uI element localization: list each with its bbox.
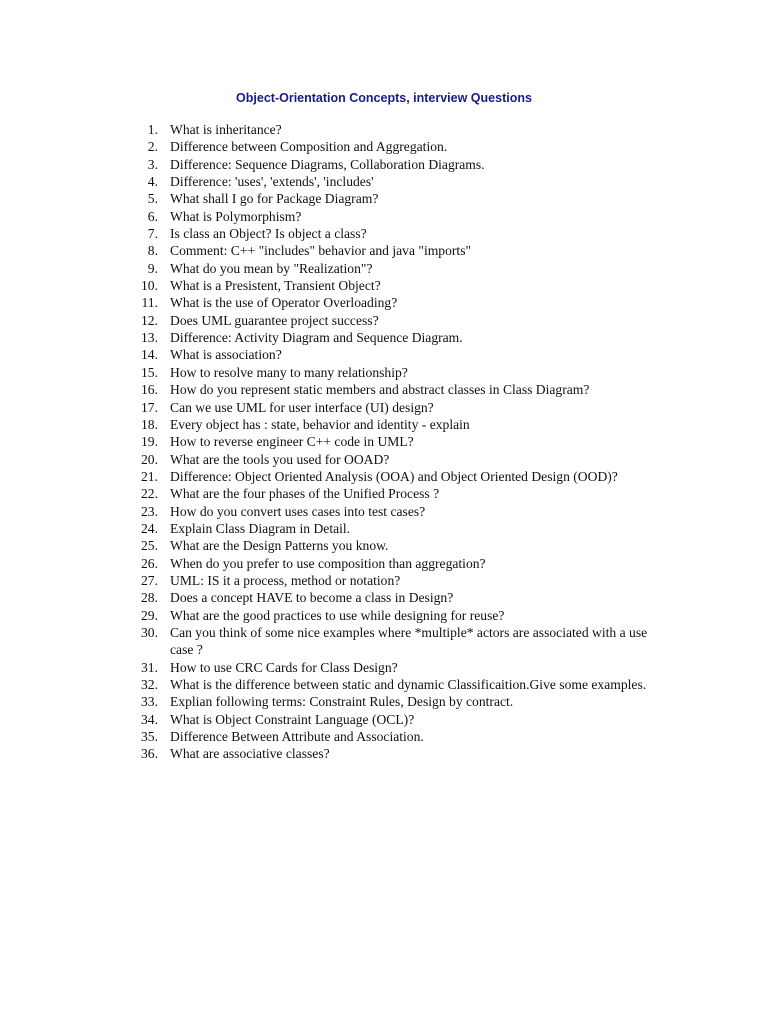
question-number: 35. — [141, 729, 158, 745]
question-text: What are the good practices to use while designing for reuse? — [170, 607, 505, 623]
question-text: Can we use UML for user interface (UI) design? — [170, 399, 434, 415]
question-number: 31. — [141, 659, 158, 675]
number-gap — [158, 745, 170, 762]
question-number: 9. — [147, 260, 158, 276]
question-text: What is Object Constraint Language (OCL)? — [170, 711, 415, 727]
question-number: 27. — [141, 572, 158, 588]
question-number: 10. — [141, 278, 158, 294]
number-gap — [158, 399, 170, 416]
number-gap — [158, 659, 170, 676]
question-text: What is inheritance? — [170, 122, 282, 137]
question-number: 22. — [141, 486, 158, 502]
question-item — [120, 138, 660, 155]
question-item — [120, 728, 660, 745]
number-gap — [158, 156, 170, 173]
number-gap — [158, 208, 170, 225]
question-text: How do you represent static members and abstract classes in Class Diagram? — [170, 382, 590, 398]
question-number: 7. — [147, 226, 158, 242]
question-item — [120, 312, 660, 329]
question-item — [120, 711, 660, 728]
number-gap — [158, 121, 170, 138]
question-item — [120, 190, 660, 207]
question-text: Is class an Object? Is object a class? — [170, 226, 367, 242]
number-gap — [158, 312, 170, 329]
question-number: 26. — [141, 555, 158, 571]
number-gap — [158, 728, 170, 745]
number-gap — [158, 693, 170, 710]
number-gap — [158, 138, 170, 155]
question-item — [120, 208, 660, 225]
question-item — [120, 416, 660, 433]
number-gap — [158, 537, 170, 554]
question-number: 16. — [141, 382, 158, 398]
number-gap — [158, 555, 170, 572]
number-gap — [158, 520, 170, 537]
question-text: Does UML guarantee project success? — [170, 312, 379, 328]
question-number: 11. — [141, 295, 158, 311]
question-text: UML: IS it a process, method or notation? — [170, 572, 401, 588]
question-number: 13. — [141, 330, 158, 346]
question-text: When do you prefer to use composition than aggregation? — [170, 555, 486, 571]
question-number: 2. — [147, 139, 158, 155]
question-number: 36. — [141, 746, 158, 762]
question-text: What shall I go for Package Diagram? — [170, 191, 379, 207]
question-number: 28. — [141, 590, 158, 606]
question-number: 25. — [141, 538, 158, 554]
question-number: 33. — [141, 694, 158, 710]
number-gap — [158, 225, 170, 242]
question-number: 21. — [141, 468, 158, 484]
question-number: 30. — [141, 624, 158, 640]
number-gap — [158, 416, 170, 433]
question-number: 23. — [141, 503, 158, 519]
question-item — [120, 329, 660, 346]
number-gap — [158, 607, 170, 624]
number-gap — [158, 485, 170, 502]
question-item — [120, 659, 660, 676]
number-gap — [158, 381, 170, 398]
question-text: Does a concept HAVE to become a class in Design? — [170, 590, 454, 606]
question-number: 19. — [141, 434, 158, 450]
question-text: Every object has : state, behavior and identity - explain — [170, 416, 470, 432]
question-item — [120, 242, 660, 259]
question-text: What is association? — [170, 347, 282, 363]
number-gap — [158, 260, 170, 277]
number-gap — [158, 433, 170, 450]
question-item — [120, 156, 660, 173]
question-number: 15. — [141, 364, 158, 380]
number-gap — [158, 468, 170, 485]
number-gap — [158, 711, 170, 728]
question-number: 4. — [147, 174, 158, 190]
question-item — [120, 589, 660, 606]
number-gap — [158, 503, 170, 520]
question-item — [120, 121, 660, 138]
question-item — [120, 364, 660, 381]
question-text: What are associative classes? — [170, 746, 330, 762]
question-item — [120, 451, 660, 468]
question-item — [120, 745, 660, 762]
question-number: 32. — [141, 677, 158, 692]
question-item — [120, 555, 660, 572]
number-gap — [158, 451, 170, 468]
question-item — [120, 433, 660, 450]
question-item — [120, 624, 660, 659]
question-number: 29. — [141, 607, 158, 623]
number-gap — [158, 589, 170, 606]
number-gap — [158, 277, 170, 294]
question-text: Explian following terms: Constraint Rules, Design by contract. — [170, 694, 514, 710]
number-gap — [158, 624, 170, 659]
question-text: Difference: Object Oriented Analysis (OOA) and Object Oriented Design (OOD)? — [170, 468, 618, 484]
question-text: What is the difference between static and dynamic Classificaition.Give some examples. — [170, 677, 647, 692]
page-title: Object-Orientation Concepts, interview Questions — [236, 91, 532, 105]
question-text: Difference: 'uses', 'extends', 'includes' — [170, 174, 374, 190]
question-text: How to resolve many to many relationship? — [170, 364, 408, 380]
question-text: Difference: Activity Diagram and Sequence Diagram. — [170, 330, 463, 346]
question-item — [120, 485, 660, 502]
question-item — [120, 607, 660, 624]
number-gap — [158, 190, 170, 207]
question-item — [120, 277, 660, 294]
question-text: Difference Between Attribute and Association. — [170, 729, 424, 745]
number-gap — [158, 364, 170, 381]
number-gap — [158, 173, 170, 190]
question-item — [120, 693, 660, 710]
question-text: What are the tools you used for OOAD? — [170, 451, 390, 467]
question-number: 12. — [141, 312, 158, 328]
number-gap — [158, 676, 170, 693]
question-item — [120, 260, 660, 277]
question-list — [120, 121, 660, 763]
question-text: Explain Class Diagram in Detail. — [170, 520, 351, 536]
question-number: 8. — [147, 243, 158, 259]
number-gap — [158, 346, 170, 363]
question-item — [120, 676, 660, 693]
question-number: 5. — [147, 191, 158, 207]
question-number: 20. — [141, 451, 158, 467]
question-text: Comment: C++ "includes" behavior and java "imports" — [170, 243, 472, 259]
question-item — [120, 520, 660, 537]
question-number: 34. — [141, 711, 158, 727]
question-item — [120, 294, 660, 311]
question-text: What are the Design Patterns you know. — [170, 538, 389, 554]
question-text: What are the four phases of the Unified Process ? — [170, 486, 440, 502]
question-text: What is Polymorphism? — [170, 208, 302, 224]
question-item — [120, 225, 660, 242]
question-item — [120, 346, 660, 363]
number-gap — [158, 329, 170, 346]
question-item — [120, 173, 660, 190]
question-text: Can you think of some nice examples where *multiple* actors are associated with a use case ? — [170, 624, 648, 658]
question-item — [120, 572, 660, 589]
number-gap — [158, 242, 170, 259]
question-text: How do you convert uses cases into test cases? — [170, 503, 426, 519]
question-text: What is the use of Operator Overloading? — [170, 295, 398, 311]
question-number: 18. — [141, 416, 158, 432]
number-gap — [158, 294, 170, 311]
question-number: 3. — [147, 156, 158, 172]
question-number: 6. — [147, 208, 158, 224]
question-text: How to reverse engineer C++ code in UML? — [170, 434, 414, 450]
question-item — [120, 503, 660, 520]
question-number: 17. — [141, 399, 158, 415]
question-item — [120, 399, 660, 416]
question-item — [120, 537, 660, 554]
question-number: 24. — [141, 520, 158, 536]
number-gap — [158, 572, 170, 589]
question-text: How to use CRC Cards for Class Design? — [170, 659, 398, 675]
question-text: Difference: Sequence Diagrams, Collaboration Diagrams. — [170, 156, 485, 172]
question-number: 14. — [141, 347, 158, 363]
question-text: What do you mean by "Realization"? — [170, 260, 373, 276]
question-number: 1. — [147, 122, 158, 137]
question-item — [120, 381, 660, 398]
question-text: Difference between Composition and Aggregation. — [170, 139, 448, 155]
question-item — [120, 468, 660, 485]
question-text: What is a Presistent, Transient Object? — [170, 278, 381, 294]
